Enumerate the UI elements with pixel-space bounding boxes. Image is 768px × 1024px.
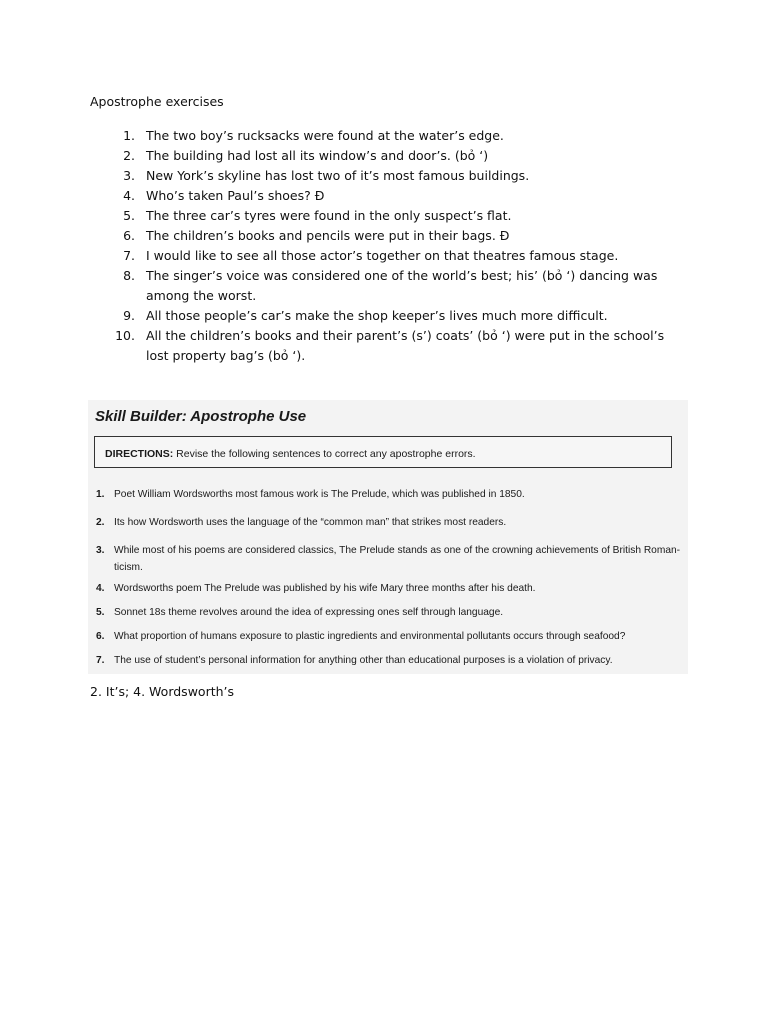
list-item: 1. Poet William Wordsworths most famous work is The Prelude, which was published in 1850. [96,489,525,500]
directions-text: Revise the following sentences to correct any apostrophe errors. [173,448,476,460]
list-item: 6. What proportion of humans exposure to plastic ingredients and environmental pollutants occurs through seafood? [96,631,626,642]
list-item: 7. The use of student’s personal information for anything other than educational purposes is a violation of privacy. [96,655,613,666]
list-item: 3. New York’s skyline has lost two of it’s most famous buildings. [123,168,530,183]
list-item: 2. The building had lost all its window’s and door’s. (bỏ ‘) [123,148,489,163]
directions-box [94,436,672,468]
list-item: 10. All the children’s books and their parent’s (s’) coats’ (bỏ ‘) were put in the school’s lost property bag’s (bỏ ‘). [115,328,665,363]
exercise-list [90,126,690,366]
list-item: 4. Who’s taken Paul’s shoes? Đ [123,188,325,203]
list-item: 7. I would like to see all those actor’s together on that theatres famous stage. [123,248,619,263]
skill-builder-scan [88,400,688,674]
list-item: 8. The singer’s voice was considered one of the world’s best; his’ (bỏ ‘) dancing was among the worst. [123,268,658,303]
answer-text: 2. It’s; 4. Wordsworth’s [90,684,235,699]
directions-label: DIRECTIONS: [105,448,174,460]
list-item: 1. The two boy’s rucksacks were found at the water’s edge. [123,128,504,143]
list-item: 5. The three car’s tyres were found in the only suspect’s flat. [123,208,512,223]
list-item: 5. Sonnet 18s theme revolves around the idea of expressing ones self through language. [96,607,504,618]
list-item: 2. Its how Wordsworth uses the language of the “common man” that strikes most readers. [96,517,507,528]
skill-builder-title: Skill Builder: Apostrophe Use [95,408,307,425]
list-item: 4. Wordsworths poem The Prelude was published by his wife Mary three months after his death. [96,583,536,594]
list-item: 9. All those people’s car’s make the shop keeper’s lives much more difficult. [123,308,608,323]
list-item: 3. While most of his poems are considered classics, The Prelude stands as one of the crowning achievements of British Roman- ticism. [96,545,681,573]
list-item: 6. The children’s books and pencils were put in their bags. Đ [123,228,510,243]
document-title: Apostrophe exercises [90,94,224,109]
